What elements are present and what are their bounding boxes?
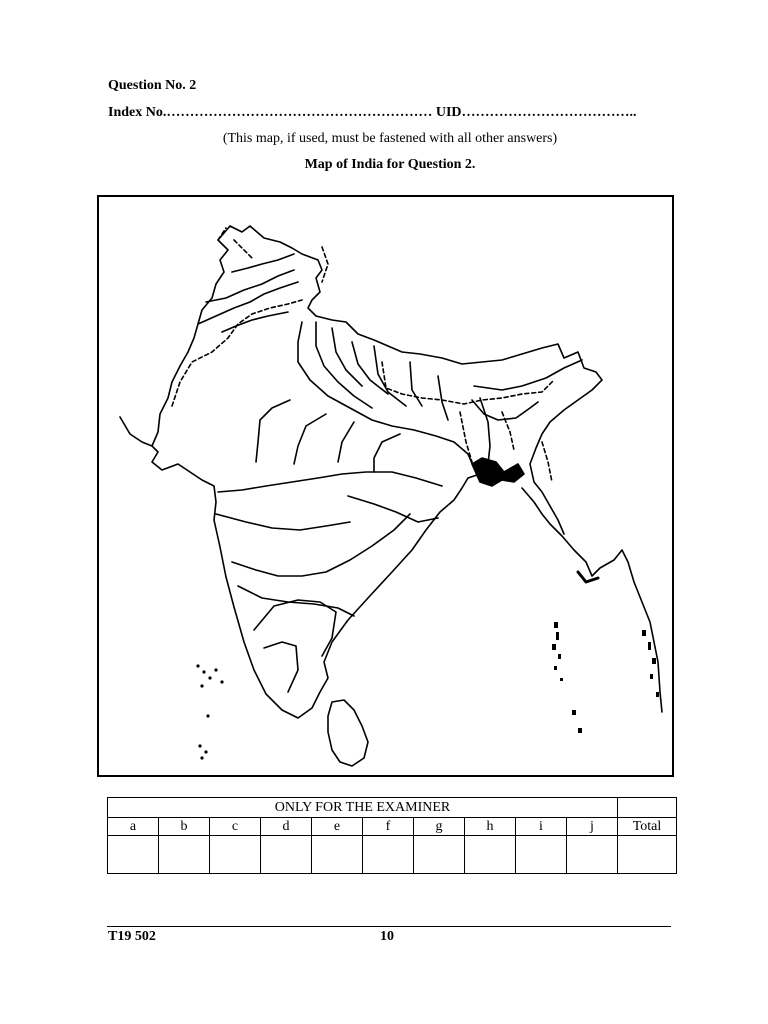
mark-cell-b[interactable] <box>159 836 210 874</box>
map-frame <box>97 195 674 777</box>
page-number: 10 <box>380 929 394 944</box>
col-d: d <box>261 818 312 836</box>
column-header-row <box>108 818 677 836</box>
index-label: Index No. <box>108 105 167 120</box>
narmada-river <box>218 472 442 492</box>
mark-cell-d[interactable] <box>261 836 312 874</box>
tapi-river <box>216 514 350 530</box>
col-b: b <box>159 818 210 836</box>
kashmir-dashed-border <box>218 228 328 282</box>
uid-blank[interactable]: ……………………………….. <box>461 105 637 120</box>
ramganga-river <box>332 328 362 386</box>
index-number-blank[interactable]: ………………………………………………… <box>166 105 433 120</box>
examiner-heading: ONLY FOR THE EXAMINER <box>108 798 618 818</box>
col-e: e <box>312 818 363 836</box>
sutlej-river <box>222 312 288 332</box>
col-a: a <box>108 818 159 836</box>
myanmar-coast <box>522 488 662 712</box>
mark-cell-g[interactable] <box>414 836 465 874</box>
mark-cell-total[interactable] <box>618 836 677 874</box>
godavari-river <box>232 514 410 576</box>
footer-divider <box>107 926 671 927</box>
lakshadweep-islands <box>196 664 223 759</box>
mark-cell-i[interactable] <box>516 836 567 874</box>
index-uid-line <box>108 105 637 121</box>
nepal-dashed-border <box>382 362 554 404</box>
brahmaputra-river <box>474 360 582 390</box>
ganges-delta <box>472 458 524 486</box>
mark-cell-e[interactable] <box>312 836 363 874</box>
col-h: h <box>465 818 516 836</box>
paper-code: T19 502 <box>108 929 156 944</box>
son-river <box>374 434 400 472</box>
ganga-river <box>298 322 474 468</box>
instruction-note: (This map, if used, must be fastened with all other answers) <box>222 131 558 146</box>
pakistan-dashed-border <box>172 300 302 406</box>
ghaghra-river <box>374 346 406 406</box>
gandak-river <box>410 362 422 406</box>
map-title: Map of India for Question 2. <box>304 157 476 172</box>
mahanadi-river <box>348 496 438 522</box>
total-header-spacer <box>618 798 677 818</box>
question-number: Question No. 2 <box>108 78 197 93</box>
marks-entry-row <box>108 836 677 874</box>
betwa-river <box>294 414 326 464</box>
kaveri-river <box>264 642 298 692</box>
examiner-marks-table <box>107 797 677 874</box>
north-boundary <box>152 226 602 534</box>
jhelum-river <box>206 270 294 302</box>
col-g: g <box>414 818 465 836</box>
col-j: j <box>567 818 618 836</box>
mark-cell-f[interactable] <box>363 836 414 874</box>
chambal-river <box>256 400 290 462</box>
andaman-islands <box>552 622 659 733</box>
india-coastline <box>120 417 496 718</box>
kosi-river <box>438 376 448 420</box>
col-i: i <box>516 818 567 836</box>
uid-label: UID <box>435 105 462 120</box>
chenab-river <box>232 254 294 272</box>
mark-cell-h[interactable] <box>465 836 516 874</box>
col-total: Total <box>618 818 677 836</box>
col-c: c <box>210 818 261 836</box>
mark-cell-j[interactable] <box>567 836 618 874</box>
mark-cell-c[interactable] <box>210 836 261 874</box>
sri-lanka <box>328 700 368 766</box>
mark-cell-a[interactable] <box>108 836 159 874</box>
teesta-river <box>480 398 490 464</box>
india-outline-map <box>99 197 672 775</box>
gomti-river <box>352 342 388 394</box>
col-f: f <box>363 818 414 836</box>
ken-river <box>338 422 354 462</box>
